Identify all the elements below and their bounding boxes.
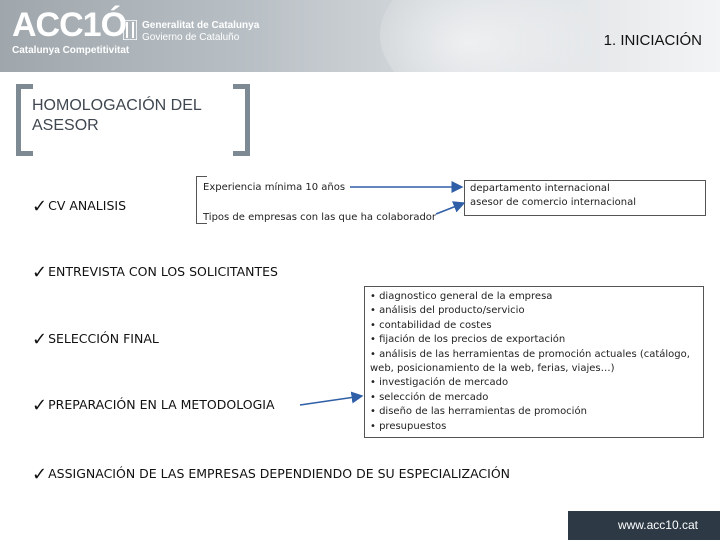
- arrow-companies-to-department: [436, 203, 464, 214]
- list-item-preparacion: [32, 395, 275, 416]
- footer-url[interactable]: www.acc10.cat: [617, 518, 698, 532]
- check-icon: ✓: [32, 464, 48, 485]
- check-icon: ✓: [32, 196, 48, 217]
- check-icon: ✓: [32, 395, 48, 416]
- acc1o-logo: ACC1Ó: [12, 6, 127, 44]
- cv-companies-text: Tipos de empresas con las que ha colaborador: [203, 212, 437, 223]
- footer-bar: [568, 511, 720, 540]
- item-label: PREPARACIÓN EN LA METODOLOGIA: [48, 397, 275, 412]
- activity-item: • análisis de las herramientas de promoción actuales (catálogo, web, posicionamiento de la web, ferias, viajes…): [370, 348, 700, 377]
- cv-experience-text: Experiencia mínima 10 años: [203, 182, 346, 193]
- activity-item: • diseño de las herramientas de promoción: [370, 405, 700, 419]
- activity-item: • fijación de los precios de exportación: [370, 333, 700, 347]
- title-bracket-right: [233, 84, 250, 156]
- activity-item: • análisis del producto/servicio: [370, 304, 700, 318]
- list-item-asignacion: [32, 464, 510, 485]
- department-line1: departamento internacional: [470, 183, 610, 194]
- generalitat-name: Generalitat de Catalunya: [142, 20, 260, 31]
- globe-graphic: [380, 0, 600, 72]
- generalitat-emblem-icon: [123, 20, 137, 40]
- department-line2: asesor de comercio internacional: [470, 197, 636, 208]
- activity-item: • selección de mercado: [370, 391, 700, 405]
- item-label: ASSIGNACIÓN DE LAS EMPRESAS DEPENDIENDO DE SU ESPECIALIZACIÓN: [48, 466, 511, 481]
- activity-item: • presupuestos: [370, 420, 700, 434]
- section-title: 1. INICIACIÓN: [603, 32, 702, 49]
- activities-list: [370, 290, 700, 434]
- header-banner: [0, 0, 720, 72]
- item-label: ENTREVISTA CON LOS SOLICITANTES: [48, 264, 278, 279]
- list-item-entrevista: [32, 262, 278, 283]
- item-label: CV ANALISIS: [48, 198, 127, 213]
- activity-item: • contabilidad de costes: [370, 319, 700, 333]
- list-item-seleccion: [32, 329, 159, 350]
- page-title: HOMOLOGACIÓN DEL ASESOR: [32, 97, 202, 134]
- title-bracket-left: [16, 84, 33, 156]
- activity-item: • diagnostico general de la empresa: [370, 290, 700, 304]
- generalitat-subname: Govierno de Cataluño: [142, 32, 240, 43]
- list-item-cv-analisis: [32, 196, 126, 217]
- activity-item: • investigación de mercado: [370, 376, 700, 390]
- acc1o-logo-subtitle: Catalunya Competitivitat: [12, 45, 130, 56]
- arrow-preparation-to-activities: [300, 396, 362, 405]
- item-label: SELECCIÓN FINAL: [48, 331, 159, 346]
- check-icon: ✓: [32, 262, 48, 283]
- check-icon: ✓: [32, 329, 48, 350]
